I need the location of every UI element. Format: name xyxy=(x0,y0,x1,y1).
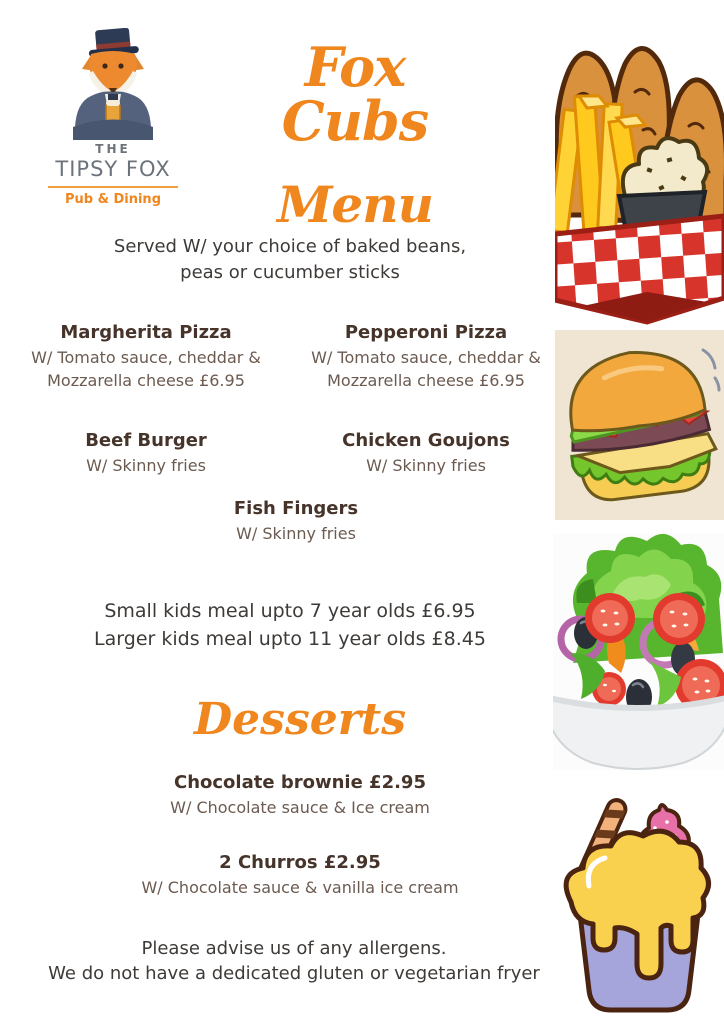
item-desc-line1: W/ Skinny fries xyxy=(86,455,206,475)
item-name: Chocolate brownie £2.95 xyxy=(174,772,426,793)
logo-tagline: Pub & Dining xyxy=(65,192,161,207)
item-name: Pepperoni Pizza xyxy=(344,322,508,343)
menu-item-margherita-pizza xyxy=(22,322,270,392)
item-desc-line2: Mozzarella cheese £6.95 xyxy=(47,371,245,391)
burger-illustration xyxy=(555,330,724,520)
item-desc: W/ Chocolate sauce & vanilla ice cream xyxy=(141,877,459,897)
fox-mascot-icon xyxy=(46,28,180,140)
item-desc-line2: Mozzarella cheese £6.95 xyxy=(327,371,525,391)
menu-item-beef-burger xyxy=(22,430,270,476)
menu-item-fish-fingers xyxy=(0,498,592,544)
item-desc-line1: W/ Skinny fries xyxy=(366,455,486,475)
item-desc-line1: W/ Tomato sauce, cheddar & xyxy=(31,347,261,367)
meal-pricing xyxy=(0,598,580,653)
logo-divider xyxy=(48,186,178,188)
title-line2: Menu xyxy=(277,175,433,234)
salad-illustration xyxy=(553,533,724,770)
desserts-heading: Desserts xyxy=(194,694,406,745)
allergen-line2: We do not have a dedicated gluten or vegetarian fryer xyxy=(48,963,540,985)
title-line1: Fox Cubs xyxy=(281,35,429,153)
tipsy-fox-logo xyxy=(46,28,180,207)
item-name: Fish Fingers xyxy=(233,498,359,519)
menu-item-chocolate-brownie xyxy=(0,772,600,818)
item-desc-line1: W/ Skinny fries xyxy=(236,523,356,543)
served-with-line1: Served W/ your choice of baked beans, xyxy=(113,236,467,257)
allergen-notice xyxy=(0,936,588,986)
menu-item-chicken-goujons xyxy=(302,430,550,476)
pricing-large: Larger kids meal upto 11 year olds £8.45 xyxy=(94,627,486,650)
item-desc: W/ Chocolate sauce & Ice cream xyxy=(170,797,430,817)
menu-item-churros xyxy=(0,852,600,898)
logo-the: THE xyxy=(95,142,131,156)
ice-cream-illustration xyxy=(555,788,724,1024)
item-desc-line1: W/ Tomato sauce, cheddar & xyxy=(311,347,541,367)
item-name: Beef Burger xyxy=(85,430,207,451)
chicken-basket-illustration xyxy=(555,0,724,325)
page-title xyxy=(235,35,475,234)
menu-item-pepperoni-pizza xyxy=(302,322,550,392)
served-with-line2: peas or cucumber sticks xyxy=(180,262,400,284)
item-name: Chicken Goujons xyxy=(342,430,510,451)
item-name: Margherita Pizza xyxy=(60,322,232,343)
item-name: 2 Churros £2.95 xyxy=(219,852,381,873)
served-with-note xyxy=(0,234,580,286)
logo-name: TIPSY FOX xyxy=(55,157,171,181)
pricing-small: Small kids meal upto 7 year olds £6.95 xyxy=(104,600,476,622)
allergen-line1: Please advise us of any allergens. xyxy=(141,938,447,959)
